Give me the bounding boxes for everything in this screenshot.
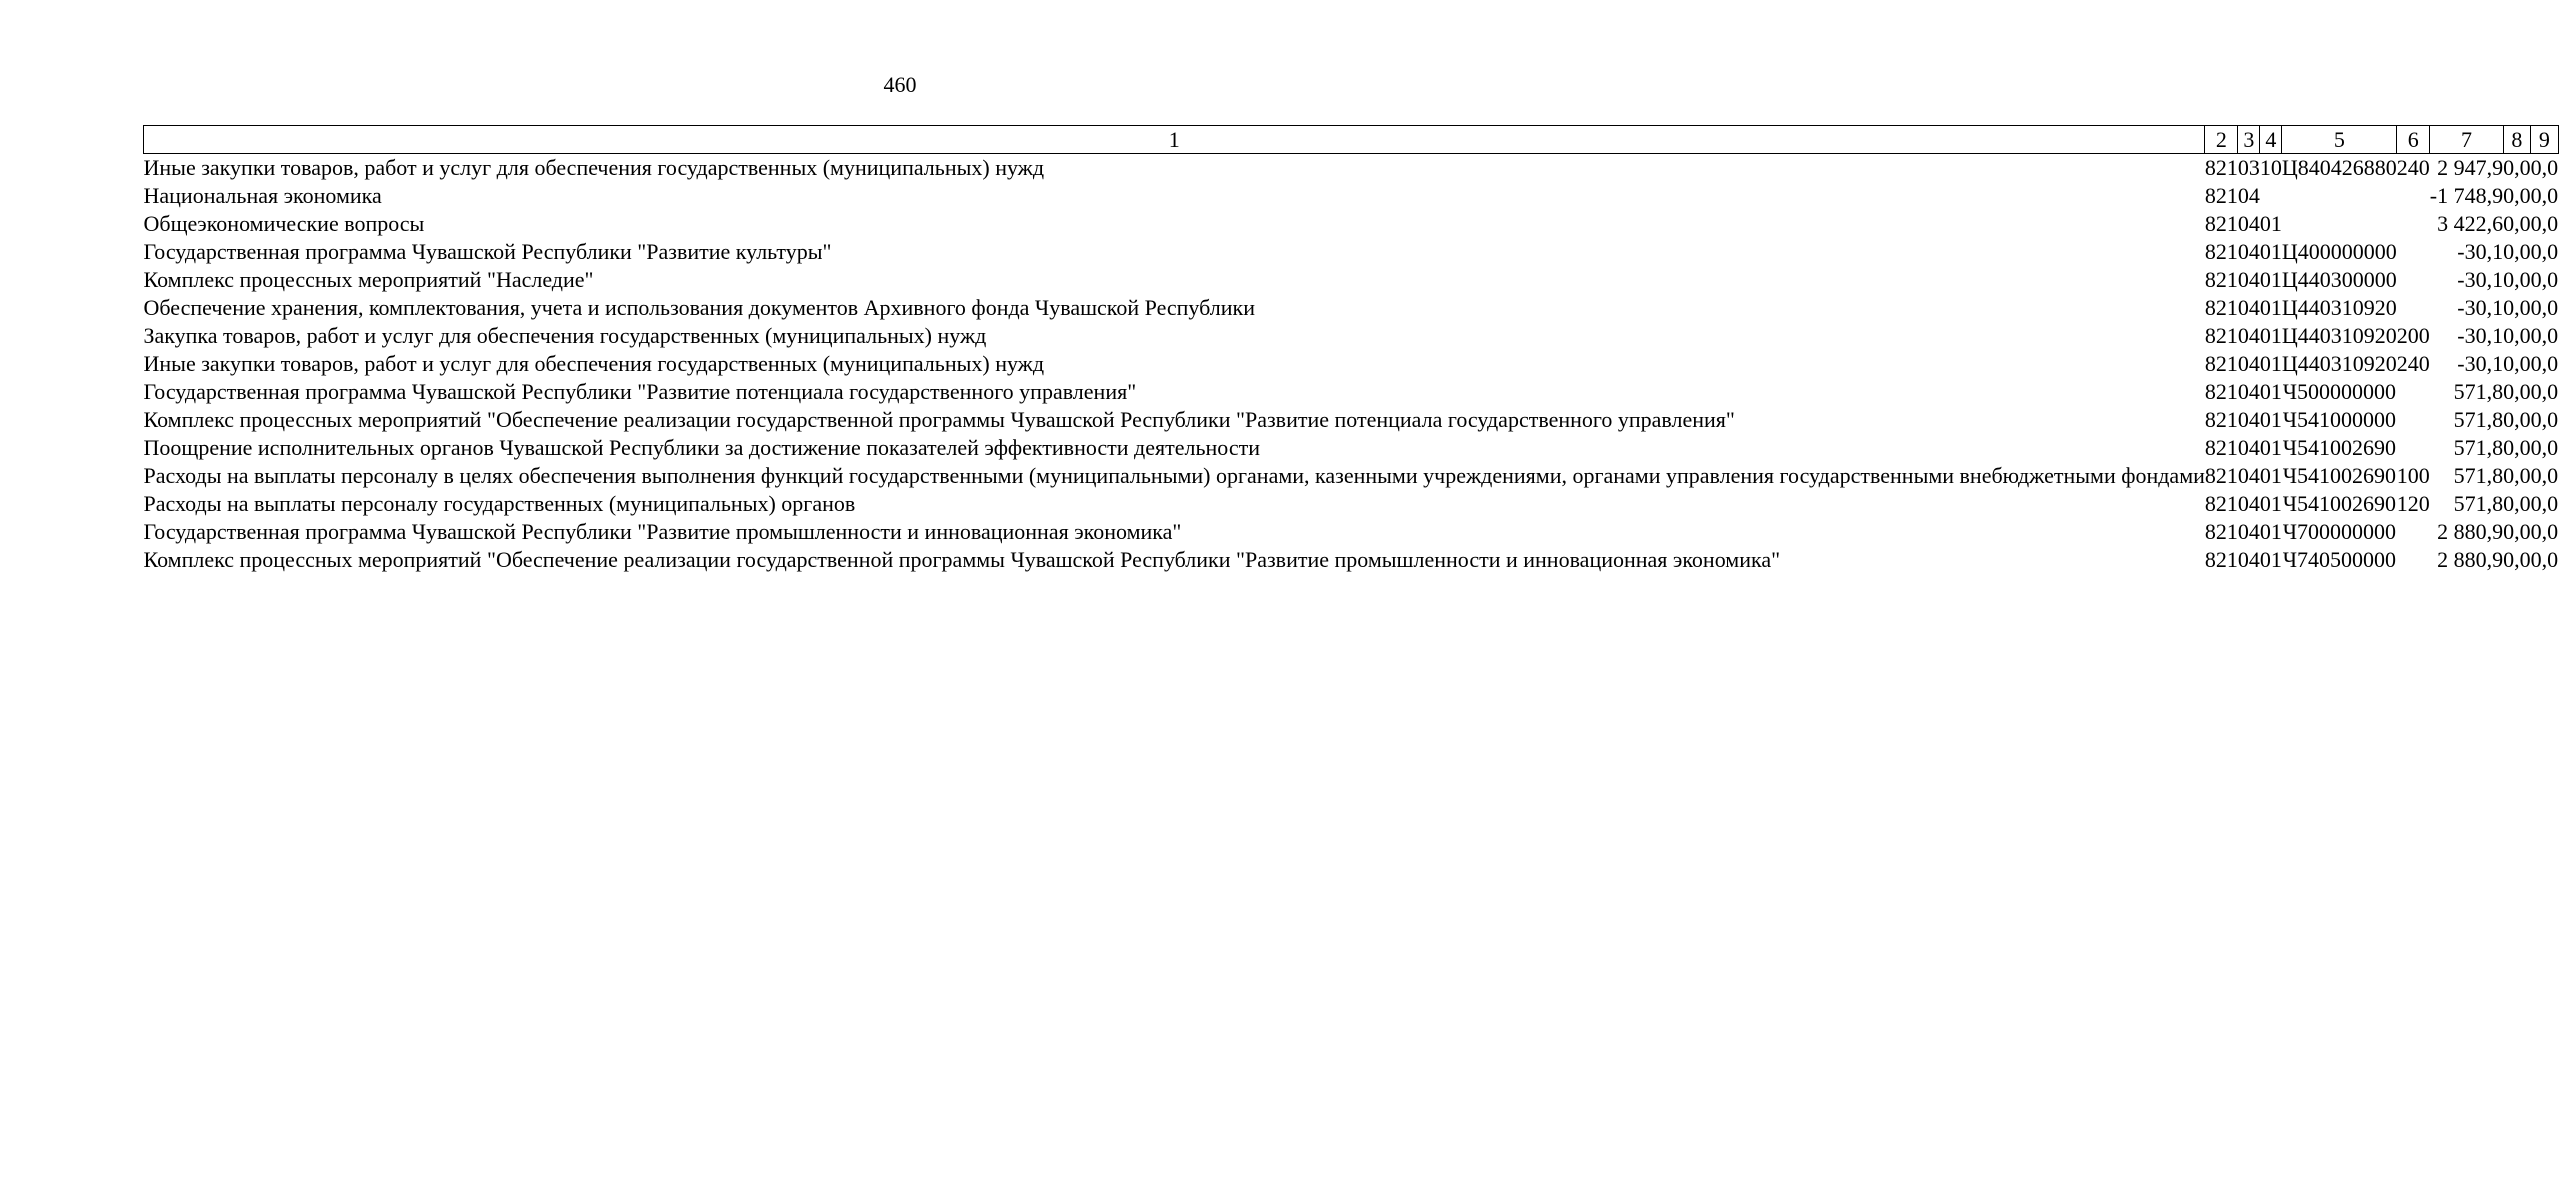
row-description: Обеспечение хранения, комплектования, учета и использования документов Архивного фонда Чувашской Республики xyxy=(143,295,1255,320)
cell-amount-col9: 0,0 xyxy=(2530,295,2559,320)
cell-expense-type: 120 xyxy=(2396,491,2430,516)
table-row xyxy=(144,490,2559,518)
cell-amount-col7: 2 880,9 xyxy=(2437,519,2504,544)
cell-amount-col7: -30,1 xyxy=(2457,295,2504,320)
cell-ministry-code: 821 xyxy=(2204,155,2238,180)
table-row xyxy=(144,154,2559,183)
cell-target-article xyxy=(2282,182,2397,210)
cell-amount-col9: 0,0 xyxy=(2530,239,2559,264)
cell-ministry-code: 821 xyxy=(2204,239,2238,264)
cell-target-article: Ч541002690 xyxy=(2282,463,2396,488)
cell-expense-type xyxy=(2397,238,2430,266)
cell-ministry-code: 821 xyxy=(2204,183,2238,208)
cell-target-article: Ц440310920 xyxy=(2281,323,2397,348)
cell-amount-col8: 0,0 xyxy=(2503,155,2531,180)
cell-ministry-code: 821 xyxy=(2204,407,2238,432)
cell-amount-col8: 0,0 xyxy=(2503,239,2531,264)
table-row xyxy=(144,210,2559,238)
cell-amount-col9: 0,0 xyxy=(2530,491,2559,516)
table-row xyxy=(144,266,2559,294)
cell-expense-type xyxy=(2397,378,2430,406)
cell-ministry-code: 821 xyxy=(2204,295,2238,320)
cell-target-article: Ц400000000 xyxy=(2281,239,2397,264)
cell-section-code: 04 xyxy=(2237,183,2260,208)
row-description: Иные закупки товаров, работ и услуг для обеспечения государственных (муниципальных) нужд xyxy=(143,155,1045,180)
cell-ministry-code: 821 xyxy=(2204,435,2238,460)
table-row xyxy=(144,462,2559,490)
header-row xyxy=(144,126,2559,154)
cell-amount-col9: 0,0 xyxy=(2530,547,2559,572)
cell-subsection-code xyxy=(2260,182,2282,210)
cell-amount-col7: 571,8 xyxy=(2453,435,2504,460)
row-description: Закупка товаров, работ и услуг для обеспечения государственных (муниципальных) нужд xyxy=(143,323,987,348)
cell-expense-type xyxy=(2397,294,2430,322)
row-description: Комплекс процессных мероприятий "Обеспечение реализации государственной программы Чувашской Республики "Развитие промышленности и инновационная экономика" xyxy=(143,547,1781,572)
cell-expense-type xyxy=(2397,406,2430,434)
cell-section-code: 04 xyxy=(2237,295,2260,320)
budget-table xyxy=(143,125,2559,574)
cell-amount-col7: -30,1 xyxy=(2457,267,2504,292)
cell-target-article: Ц840426880 xyxy=(2281,155,2397,180)
row-description: Иные закупки товаров, работ и услуг для обеспечения государственных (муниципальных) нужд xyxy=(143,351,1045,376)
cell-amount-col9: 0,0 xyxy=(2530,379,2559,404)
cell-ministry-code: 821 xyxy=(2204,351,2238,376)
cell-amount-col8: 0,0 xyxy=(2503,519,2531,544)
cell-subsection-code: 01 xyxy=(2259,519,2282,544)
row-description: Комплекс процессных мероприятий "Обеспечение реализации государственной программы Чувашской Республики "Развитие потенциала государственного управления" xyxy=(143,407,1735,432)
row-description: Расходы на выплаты персоналу в целях обеспечения выполнения функций государственными (муниципальными) органами, казенными учреждениями, органами управления государственными внебюджетными фондами xyxy=(143,463,2205,488)
cell-section-code: 04 xyxy=(2237,267,2260,292)
row-description: Национальная экономика xyxy=(143,183,382,208)
column-header-5: 5 xyxy=(2282,126,2397,154)
cell-amount-col9: 0,0 xyxy=(2530,463,2559,488)
cell-ministry-code: 821 xyxy=(2204,267,2238,292)
table-row xyxy=(144,434,2559,462)
cell-target-article: Ч541002690 xyxy=(2282,435,2396,460)
cell-amount-col7: 571,8 xyxy=(2453,407,2504,432)
column-header-4: 4 xyxy=(2260,126,2282,154)
cell-amount-col8: 0,0 xyxy=(2503,491,2531,516)
cell-amount-col7: -1 748,9 xyxy=(2429,183,2504,208)
cell-amount-col9: 0,0 xyxy=(2530,155,2559,180)
cell-expense-type: 240 xyxy=(2396,155,2430,180)
row-description: Общеэкономические вопросы xyxy=(143,211,425,236)
cell-expense-type xyxy=(2397,546,2430,574)
cell-amount-col9: 0,0 xyxy=(2530,519,2559,544)
cell-target-article: Ц440300000 xyxy=(2281,267,2397,292)
cell-subsection-code: 10 xyxy=(2259,155,2282,180)
cell-section-code: 04 xyxy=(2237,407,2260,432)
cell-target-article xyxy=(2282,210,2397,238)
cell-amount-col7: -30,1 xyxy=(2457,239,2504,264)
cell-section-code: 04 xyxy=(2237,323,2260,348)
cell-expense-type xyxy=(2397,182,2430,210)
cell-amount-col7: 2 947,9 xyxy=(2437,155,2504,180)
cell-ministry-code: 821 xyxy=(2204,379,2238,404)
cell-section-code: 03 xyxy=(2237,155,2260,180)
cell-amount-col8: 0,0 xyxy=(2503,435,2531,460)
column-header-3: 3 xyxy=(2238,126,2260,154)
cell-amount-col8: 0,0 xyxy=(2503,407,2531,432)
table-row xyxy=(144,546,2559,574)
table-row xyxy=(144,378,2559,406)
cell-amount-col7: 3 422,6 xyxy=(2437,211,2504,236)
column-header-9: 9 xyxy=(2531,126,2559,154)
page-number: 460 xyxy=(883,72,917,97)
cell-amount-col8: 0,0 xyxy=(2503,183,2531,208)
cell-ministry-code: 821 xyxy=(2204,463,2238,488)
cell-section-code: 04 xyxy=(2237,379,2260,404)
cell-section-code: 04 xyxy=(2237,491,2260,516)
cell-amount-col8: 0,0 xyxy=(2503,463,2531,488)
cell-section-code: 04 xyxy=(2237,547,2260,572)
cell-ministry-code: 821 xyxy=(2204,211,2238,236)
table-row xyxy=(144,322,2559,350)
cell-subsection-code: 01 xyxy=(2259,351,2282,376)
cell-subsection-code: 01 xyxy=(2259,379,2282,404)
cell-amount-col9: 0,0 xyxy=(2530,351,2559,376)
column-header-2: 2 xyxy=(2205,126,2238,154)
cell-section-code: 04 xyxy=(2237,351,2260,376)
cell-amount-col9: 0,0 xyxy=(2530,407,2559,432)
cell-subsection-code: 01 xyxy=(2259,463,2282,488)
table-row xyxy=(144,294,2559,322)
table-row xyxy=(144,182,2559,210)
table-row xyxy=(144,350,2559,378)
cell-amount-col7: 571,8 xyxy=(2453,491,2504,516)
cell-expense-type xyxy=(2397,210,2430,238)
cell-target-article: Ч541000000 xyxy=(2282,407,2396,432)
cell-ministry-code: 821 xyxy=(2204,519,2238,544)
cell-expense-type: 240 xyxy=(2396,351,2430,376)
cell-expense-type: 200 xyxy=(2396,323,2430,348)
table-row xyxy=(144,238,2559,266)
cell-amount-col9: 0,0 xyxy=(2530,267,2559,292)
cell-target-article: Ч740500000 xyxy=(2282,547,2396,572)
cell-expense-type xyxy=(2397,266,2430,294)
column-header-1: 1 xyxy=(144,126,2205,154)
table-row xyxy=(144,518,2559,546)
column-header-7: 7 xyxy=(2430,126,2503,154)
row-description: Государственная программа Чувашской Республики "Развитие промышленности и инновационная экономика" xyxy=(143,519,1182,544)
table-body xyxy=(144,154,2559,575)
cell-target-article: Ч541002690 xyxy=(2282,491,2396,516)
cell-subsection-code: 01 xyxy=(2259,295,2282,320)
cell-ministry-code: 821 xyxy=(2204,323,2238,348)
cell-amount-col8: 0,0 xyxy=(2503,323,2531,348)
cell-target-article: Ц440310920 xyxy=(2281,295,2397,320)
cell-amount-col9: 0,0 xyxy=(2530,183,2559,208)
cell-subsection-code: 01 xyxy=(2259,211,2282,236)
cell-amount-col7: -30,1 xyxy=(2457,323,2504,348)
cell-subsection-code: 01 xyxy=(2259,407,2282,432)
cell-target-article: Ч500000000 xyxy=(2282,379,2396,404)
cell-expense-type xyxy=(2397,518,2430,546)
cell-amount-col8: 0,0 xyxy=(2503,547,2531,572)
cell-amount-col7: 571,8 xyxy=(2453,379,2504,404)
cell-amount-col9: 0,0 xyxy=(2530,323,2559,348)
cell-section-code: 04 xyxy=(2237,211,2260,236)
row-description: Расходы на выплаты персоналу государственных (муниципальных) органов xyxy=(143,491,856,516)
cell-ministry-code: 821 xyxy=(2204,491,2238,516)
cell-section-code: 04 xyxy=(2237,463,2260,488)
row-description: Государственная программа Чувашской Республики "Развитие культуры" xyxy=(143,239,832,264)
column-header-8: 8 xyxy=(2503,126,2531,154)
table-row xyxy=(144,406,2559,434)
cell-expense-type: 100 xyxy=(2396,463,2430,488)
row-description: Комплекс процессных мероприятий "Наследие" xyxy=(143,267,594,292)
cell-amount-col8: 0,0 xyxy=(2503,379,2531,404)
cell-subsection-code: 01 xyxy=(2259,239,2282,264)
cell-subsection-code: 01 xyxy=(2259,491,2282,516)
cell-amount-col9: 0,0 xyxy=(2530,435,2559,460)
cell-subsection-code: 01 xyxy=(2259,267,2282,292)
cell-amount-col7: -30,1 xyxy=(2457,351,2504,376)
cell-expense-type xyxy=(2397,434,2430,462)
cell-section-code: 04 xyxy=(2237,435,2260,460)
cell-amount-col8: 0,0 xyxy=(2503,211,2531,236)
column-header-6: 6 xyxy=(2397,126,2430,154)
cell-amount-col8: 0,0 xyxy=(2503,351,2531,376)
cell-amount-col9: 0,0 xyxy=(2530,211,2559,236)
cell-amount-col8: 0,0 xyxy=(2503,267,2531,292)
cell-ministry-code: 821 xyxy=(2204,547,2238,572)
row-description: Государственная программа Чувашской Республики "Развитие потенциала государственного управления" xyxy=(143,379,1137,404)
table-header xyxy=(144,126,2559,154)
cell-section-code: 04 xyxy=(2237,239,2260,264)
cell-amount-col7: 571,8 xyxy=(2453,463,2504,488)
cell-amount-col8: 0,0 xyxy=(2503,295,2531,320)
cell-subsection-code: 01 xyxy=(2259,547,2282,572)
cell-section-code: 04 xyxy=(2237,519,2260,544)
cell-subsection-code: 01 xyxy=(2259,435,2282,460)
row-description: Поощрение исполнительных органов Чувашской Республики за достижение показателей эффективности деятельности xyxy=(143,435,1260,460)
cell-target-article: Ч700000000 xyxy=(2282,519,2396,544)
cell-amount-col7: 2 880,9 xyxy=(2437,547,2504,572)
cell-target-article: Ц440310920 xyxy=(2281,351,2397,376)
cell-subsection-code: 01 xyxy=(2259,323,2282,348)
